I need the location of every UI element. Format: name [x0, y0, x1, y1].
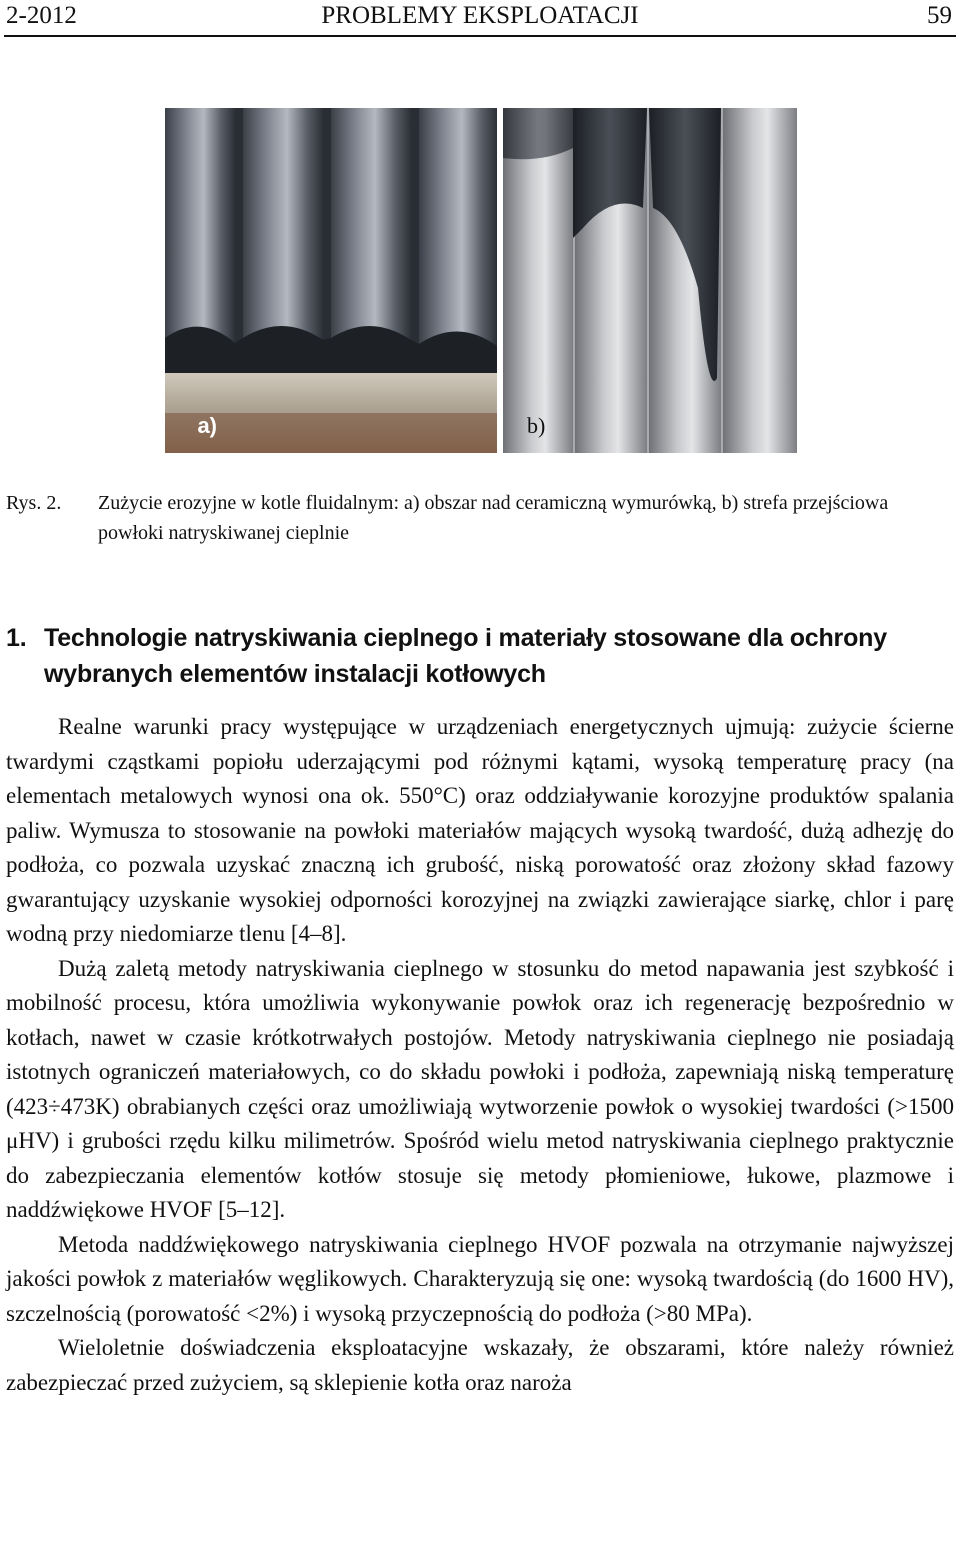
caption-label: Rys. 2.	[6, 492, 62, 514]
photo-a-label: a)	[197, 413, 217, 438]
boiler-tubes-photo-a	[165, 108, 497, 453]
section-title-line1: Technologie natryskiwania cieplnego i materiały stosowane dla ochrony	[44, 624, 887, 652]
paragraph: Realne warunki pracy występujące w urządzeniach energetycznych ujmują: zużycie ścierne twardymi cząstkami popiołu uderzającymi pod różnymi kątami, wysoką temperaturę pracy (na elementach metalowych wynosi ona ok. 550°C) oraz oddziaływanie korozyjne produktów spalania paliw. Wymusza to stosowanie na powłoki materiałów mających wysoką twardość, dużą adhezję do podłoża, co pozwala uzyskać znaczną ich grubość, niską porowatość oraz złożony skład fazowy gwarantujący uzyskanie wysokiej odporności korozyjnej na związki zawierające siarkę, chlor i parę wodną przy niedomiarze tlenu [4–8].	[6, 714, 954, 946]
photo-b-label: b)	[527, 413, 546, 438]
caption-text: Zużycie erozyjne w kotle fluidalnym: a) obszar nad ceramiczną wymurówką, b) strefa przejściowa powłoki natryskiwanej cieplnie	[98, 492, 889, 544]
section-number: 1.	[6, 624, 27, 652]
journal-title: PROBLEMY EKSPLOATACJI	[321, 2, 639, 29]
body-text	[6, 710, 954, 1400]
coating-transition-photo-b	[503, 108, 797, 453]
issue-number: 2-2012	[6, 2, 77, 29]
photo-a	[165, 108, 497, 453]
page-header	[0, 0, 960, 36]
paragraph: Dużą zaletą metody natryskiwania cieplnego w stosunku do metod napawania jest szybkość i mobilność procesu, która umożliwia wykonywanie powłok oraz ich regenerację bezpośrednio w kotłach, nawet w czasie krótkotrwałych postojów. Metody natryskiwania cieplnego nie posiadają istotnych ograniczeń materiałowych, co do składu powłoki i podłoża, zapewniają niską temperaturę (423÷473K) obrabianych części oraz umożliwiają wytworzenie powłok o wysokiej twardości (>1500 μHV) i grubości rzędu kilku milimetrów. Spośród wielu metod natryskiwania cieplnego praktycznie do zabezpieczania elementów kotłów stosuje się metody płomieniowe, łukowe, plazmowe i naddźwiękowe HVOF [5–12].	[6, 955, 954, 1222]
photo-b	[503, 108, 797, 453]
section-title-line2: wybranych elementów instalacji kotłowych	[44, 660, 546, 688]
paragraph: Wieloletnie doświadczenia eksploatacyjne wskazały, że obszarami, które należy również zabezpieczać przed zużyciem, są sklepienie kotła oraz naroża	[6, 1335, 954, 1395]
section-heading	[6, 620, 956, 692]
paragraph: Metoda naddźwiękowego natryskiwania cieplnego HVOF pozwala na otrzymanie najwyższej jakości powłok z materiałów węglikowych. Charakteryzują się one: wysoką twardością (do 1600 HV), szczelnością (porowatość <2%) i wysoką przyczepnością do podłoża (>80 MPa).	[6, 1231, 954, 1326]
page-number: 59	[927, 2, 952, 29]
header-divider	[4, 35, 956, 37]
